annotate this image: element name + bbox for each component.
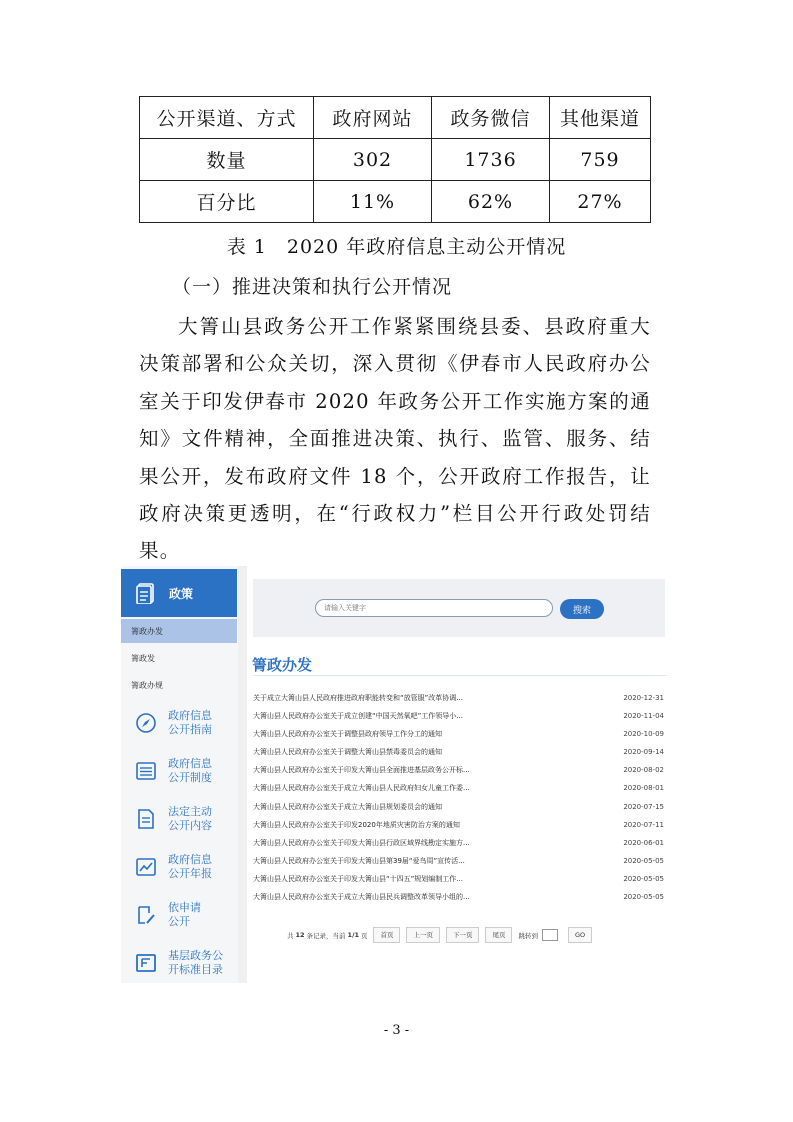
search-area [253,579,665,637]
sidebar-nav-application[interactable] [121,892,237,938]
nav-label: 公开年报 [168,867,212,880]
table-cell: 302 [314,139,432,181]
doc-date: 2020-10-09 [623,730,664,738]
file-icon [135,808,157,830]
doc-title[interactable]: 大箐山县人民政府办公室关于印发大箐山县第39届“爱鸟周”宣传活... [253,857,465,865]
table-cell: 11% [314,181,432,223]
doc-title[interactable]: 大箐山县人民政府办公室关于印发大箐山县行政区域界线勘定实施方... [253,839,470,847]
table-cell: 数量 [140,139,314,181]
doc-date: 2020-07-15 [623,803,664,811]
doc-title[interactable]: 大箐山县人民政府办公室关于成立创建“中国天然氧吧”工作领导小... [253,712,463,720]
nav-label: 公开制度 [168,771,212,784]
nav-label: 政府信息 [168,757,212,770]
divider [253,675,667,676]
catalog-icon [135,952,157,974]
nav-label: 依申请 [168,901,201,914]
nav-label: 法定主动 [168,805,212,818]
doc-date: 2020-05-05 [623,893,664,901]
main-content [247,566,671,983]
list-item[interactable] [253,799,667,815]
doc-title[interactable]: 大箐山县人民政府办公室关于印发大箐山县“十四五”规划编制工作... [253,875,463,883]
nav-label: 基层政务公 [168,949,223,962]
jump-label: 跳转到 [518,931,538,940]
edit-icon [135,904,157,926]
table-header-cell: 政府网站 [314,97,432,139]
sidebar-nav-content[interactable] [121,796,237,842]
doc-title[interactable]: 关于成立大箐山县人民政府推进政府职能转变和“放管服”改革协调... [253,694,463,702]
list-item[interactable] [253,708,667,724]
table-cell: 百分比 [140,181,314,223]
list-item[interactable] [253,853,667,869]
doc-title[interactable]: 大箐山县人民政府办公室关于成立大箐山县规划委员会的通知 [253,803,442,811]
doc-date: 2020-06-01 [623,839,664,847]
pager-current: 1/1 [347,931,359,939]
list-icon [135,760,157,782]
sidebar-sub-item-active[interactable]: 箐政办发 [121,619,237,643]
next-page-button[interactable]: 下一页 [446,927,480,943]
doc-date: 2020-05-05 [623,875,664,883]
table-cell: 62% [432,181,550,223]
sidebar-nav-annual-report[interactable] [121,844,237,890]
list-item[interactable] [253,690,667,706]
nav-label: 政府信息 [168,709,212,722]
sidebar-nav-guide[interactable] [121,700,237,746]
doc-title[interactable]: 大箐山县人民政府办公室关于成立大箐山县人民政府妇女儿童工作委... [253,784,470,792]
list-item[interactable] [253,817,667,833]
table-row [140,139,651,181]
doc-date: 2020-12-31 [623,694,664,702]
sidebar-sub-item[interactable]: 箐政发 [131,653,155,663]
nav-label: 政府信息 [168,853,212,866]
page-number: - 3 - [383,1023,410,1038]
website-screenshot [121,566,671,983]
table-cell: 759 [550,139,651,181]
body-paragraph: 大箐山县政务公开工作紧紧围绕县委、县政府重大决策部署和公众关切，深入贯彻《伊春市人民政府办公室关于印发伊春市 2020 年政务公开工作实施方案的通知》文件精神，全面推进决策、执行、监管、服务、结果公开，发布政府文件 18 个，公开政府工作报告，让政府决策更透明，在“行政权力”栏目公开行政处罚结果。 [139,315,651,563]
section-heading: （一）推进决策和执行公开情况 [172,276,453,298]
list-item[interactable] [253,744,667,760]
table-cell: 27% [550,181,651,223]
list-item[interactable] [253,726,667,742]
sidebar-header[interactable] [121,569,237,617]
doc-date: 2020-08-01 [623,784,664,792]
list-title: 箐政办发 [252,656,313,674]
sidebar [121,566,238,983]
sidebar-nav-system[interactable] [121,748,237,794]
table-header-cell: 公开渠道、方式 [140,97,314,139]
pager-total: 12 [295,931,305,939]
doc-date: 2020-07-11 [623,821,664,829]
stats-table [139,96,651,223]
list-item[interactable] [253,780,667,796]
sidebar-nav-catalog[interactable] [121,940,237,983]
list-item[interactable] [253,889,667,905]
doc-date: 2020-11-04 [623,712,664,720]
sidebar-sub-item[interactable]: 箐政办规 [131,680,163,690]
doc-title[interactable]: 大箐山县人民政府办公室关于成立大箐山县民兵调整改革领导小组的... [253,893,470,901]
first-page-button[interactable]: 首页 [373,927,400,943]
table-header-row [140,97,651,139]
pager-text: 条记录，当前 [306,931,346,940]
doc-date: 2020-05-05 [623,857,664,865]
document-icon [135,582,157,604]
nav-label: 开标准目录 [168,963,223,976]
doc-title[interactable]: 大箐山县人民政府办公室关于调整大箐山县禁毒委员会的通知 [253,748,442,756]
compass-icon [135,712,157,734]
nav-label: 公开 [168,915,190,928]
doc-title[interactable]: 大箐山县人民政府办公室关于调整县政府领导工作分工的通知 [253,730,442,738]
nav-label: 公开指南 [168,723,212,736]
search-button[interactable]: 搜索 [560,599,604,619]
chart-icon [135,856,157,878]
table-row [140,181,651,223]
doc-date: 2020-09-14 [623,748,664,756]
table-cell: 1736 [432,139,550,181]
pagination [287,927,592,943]
doc-title[interactable]: 大箐山县人民政府办公室关于印发大箐山县全面推进基层政务公开标... [253,766,470,774]
list-item[interactable] [253,762,667,778]
search-input[interactable] [315,599,553,617]
sidebar-header-label: 政策 [169,586,194,601]
table-caption: 表 1 2020 年政府信息主动公开情况 [226,236,567,258]
pager-text: 共 [287,931,294,940]
table-header-cell: 政务微信 [432,97,550,139]
last-page-button[interactable]: 尾页 [485,927,512,943]
nav-label: 公开内容 [168,819,212,832]
prev-page-button[interactable]: 上一页 [406,927,440,943]
go-button[interactable]: GO [568,927,592,943]
list-item[interactable] [253,871,667,887]
list-item[interactable] [253,835,667,851]
doc-title[interactable]: 大箐山县人民政府办公室关于印发2020年地质灾害防治方案的通知 [253,821,460,829]
table-header-cell: 其他渠道 [550,97,651,139]
pager-text: 页 [360,931,368,940]
jump-page-input[interactable] [542,929,558,941]
doc-date: 2020-08-02 [623,766,664,774]
